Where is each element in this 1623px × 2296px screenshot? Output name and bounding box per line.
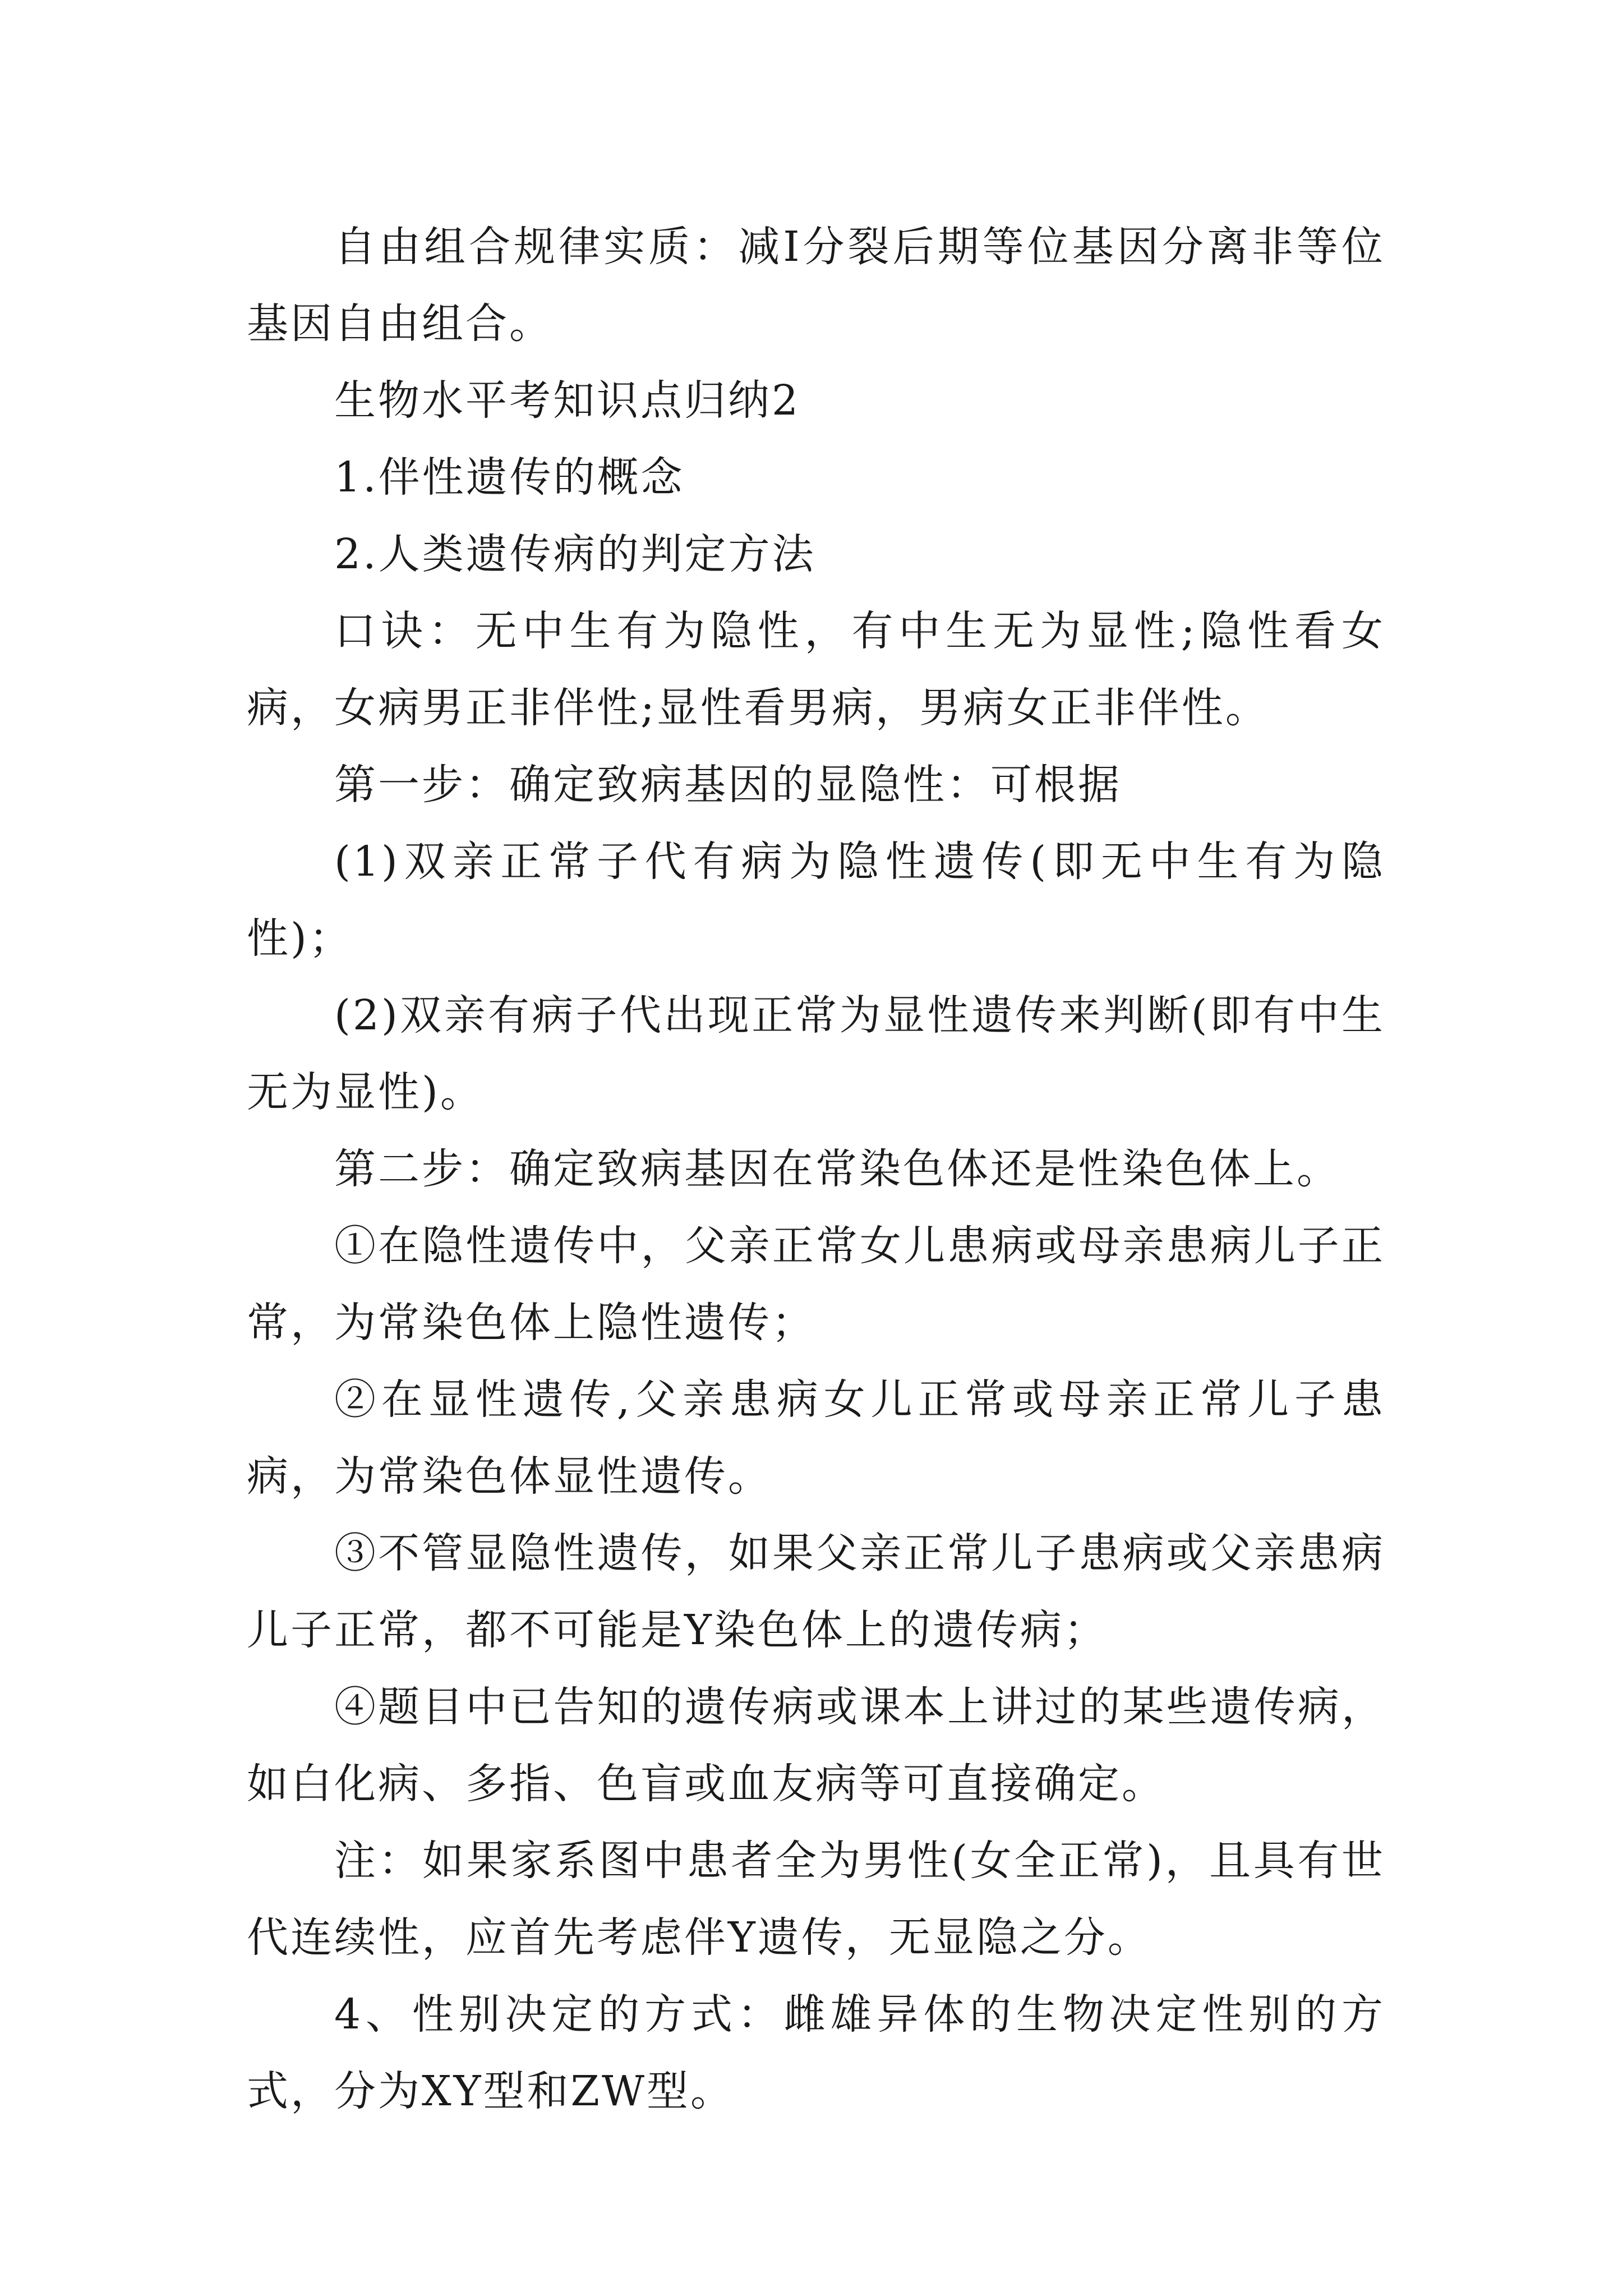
paragraph-note: 注：如果家系图中患者全为男性(女全正常)，且具有世代连续性，应首先考虑伴Y遗传，无显隐之分。: [247, 1837, 1385, 1962]
paragraph-step-one: 第一步：确定致病基因的显隐性：可根据: [334, 761, 1122, 809]
paragraph-point-1: ①在隐性遗传中，父亲正常女儿患病或母亲患病儿子正常，为常染色体上隐性遗传；: [247, 1222, 1385, 1347]
list-item-disease-determination: 2.人类遗传病的判定方法: [334, 530, 816, 578]
paragraph-rule-1: (1)双亲正常子代有病为隐性遗传(即无中生有为隐性)；: [247, 838, 1385, 963]
document-body: [247, 209, 1385, 2130]
paragraph-rule-2: (2)双亲有病子代出现正常为显性遗传来判断(即有中生无为显性)。: [247, 991, 1385, 1116]
paragraph-point-3: ③不管显隐性遗传，如果父亲正常儿子患病或父亲患病儿子正常，都不可能是Y染色体上的遗传病；: [247, 1529, 1385, 1654]
paragraph-point-2: ②在显性遗传,父亲患病女儿正常或母亲正常儿子患病，为常染色体显性遗传。: [247, 1375, 1385, 1501]
paragraph-step-two: 第二步：确定致病基因在常染色体还是性染色体上。: [334, 1145, 1340, 1193]
paragraph-sex-determination: 4、性别决定的方式：雌雄异体的生物决定性别的方式，分为XY型和ZW型。: [247, 1990, 1385, 2115]
paragraph-independent-assortment: 自由组合规律实质：减Ⅰ分裂后期等位基因分离非等位基因自由组合。: [247, 223, 1385, 348]
paragraph-point-4: ④题目中已告知的遗传病或课本上讲过的某些遗传病，如白化病、多指、色盲或血友病等可直接确定。: [247, 1683, 1385, 1808]
section-heading: 生物水平考知识点归纳2: [334, 376, 801, 425]
list-item-sex-linked-concept: 1.伴性遗传的概念: [334, 453, 685, 501]
paragraph-mnemonic: 口诀：无中生有为隐性，有中生无为显性;隐性看女病，女病男正非伴性;显性看男病，男病女正非伴性。: [247, 607, 1385, 732]
